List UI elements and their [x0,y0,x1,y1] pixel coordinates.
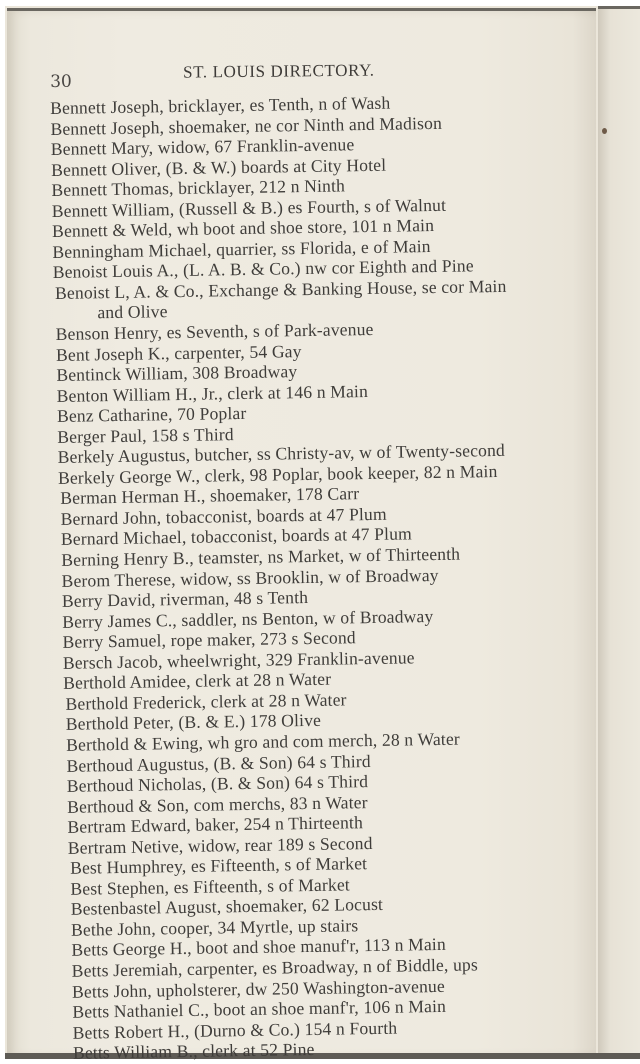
directory-entry: Bennett Oliver, (B. & W.) boards at City Hotel [50,154,387,180]
page-header [50,60,450,92]
directory-entry: Berthold Amidee, clerk at 28 n Water [63,668,332,694]
directory-entry: Berkely George W., clerk, 98 Poplar, book keeper, 82 n Main [57,460,498,488]
adjacent-page-edge [598,6,640,1056]
directory-entry: Betts Jeremiah, carpenter, es Broadway, n of Biddle, ups [71,954,479,981]
directory-entry: Bennett & Weld, wh boot and shoe store, 101 n Main [51,215,435,242]
directory-entry: Benson Henry, es Seventh, s of Park-avenue [55,318,374,344]
directory-entry: Betts William B., clerk at 52 Pine [72,1039,315,1063]
directory-entry: Berry David, riverman, 48 s Tenth [61,587,309,611]
directory-entry: Bentinck William, 308 Broadway [56,361,298,386]
directory-entry: Benoist Louis A., (L. A. B. & Co.) nw cor Eighth and Pine [52,255,474,283]
directory-entry: Berthold Frederick, clerk at 28 n Water [65,689,347,714]
directory-entry: Bennett William, (Russell & B.) es Fourth, s of Walnut [51,194,447,221]
running-title: ST. LOUIS DIRECTORY. [182,60,375,82]
directory-entry: Berry Samuel, rope maker, 273 s Second [62,627,356,653]
directory-entry: Benoist L, A. & Co., Exchange & Banking House, se cor Main [54,275,507,303]
directory-entry: Betts Robert H., (Durno & Co.) 154 n Fourth [72,1017,398,1043]
directory-entry: Benz Catharine, 70 Poplar [56,403,247,427]
directory-entry: Bersch Jacob, wheelwright, 329 Franklin-avenue [62,647,415,673]
directory-entry: Bennett Joseph, bricklayer, es Tenth, n of Wash [50,92,391,118]
page-number: 30 [50,71,72,92]
directory-entry: Bertram Netive, widow, rear 189 s Second [67,832,373,858]
directory-entry: Berger Paul, 158 s Third [57,423,234,447]
directory-entry: Berry James C., saddler, ns Benton, w of Broadway [62,605,434,632]
paper-stain [602,128,607,134]
directory-entry: Benningham Michael, quarrier, ss Florida, e of Main [52,235,431,262]
directory-entry: Bethe John, cooper, 34 Myrtle, up stairs [70,915,359,940]
directory-entry: Berman Herman H., shoemaker, 178 Carr [60,483,360,509]
directory-entry: Bennett Joseph, shoemaker, ne cor Ninth and Madison [50,112,443,139]
directory-entry: Bent Joseph K., carpenter, 54 Gay [55,340,302,365]
directory-entry: Berthoud Augustus, (B. & Son) 64 s Third [66,750,371,776]
directory-entry: Benton William H., Jr., clerk at 146 n Main [56,380,369,406]
directory-entry: Best Stephen, es Fifteenth, s of Market [70,874,351,899]
directory-entry: Betts George H., boot and shoe manuf'r, 113 n Main [71,934,446,961]
directory-entry-continuation: and Olive [97,301,168,323]
directory-entry: Bernard Michael, tobacconist, boards at 47 Plum [60,523,413,550]
directory-entries [50,90,595,1064]
directory-entry: Bennett Thomas, bricklayer, 212 n Ninth [51,175,346,201]
directory-entry: Bertram Edward, baker, 254 n Thirteenth [67,812,364,837]
directory-entry: Best Humphrey, es Fifteenth, s of Market [69,853,368,879]
directory-entry: Berning Henry B., teamster, ns Market, w of Thirteenth [61,543,461,570]
directory-entry: Berthold Peter, (B. & E.) 178 Olive [65,710,322,735]
directory-entry: Berthold & Ewing, wh gro and com merch, 28 n Water [66,728,460,755]
directory-entry: Berom Therese, widow, ss Brooklin, w of Broadway [61,564,439,591]
directory-entry: Bernard John, tobacconist, boards at 47 Plum [60,503,387,529]
directory-entry: Berthoud & Son, com merchs, 83 n Water [66,791,368,817]
directory-entry: Bestenbastel August, shoemaker, 62 Locust [70,894,384,920]
directory-entry: Betts John, upholsterer, dw 250 Washington-avenue [71,975,446,1002]
directory-entry: Bennett Mary, widow, 67 Franklin-avenue [50,134,355,160]
directory-entry: Betts Nathaniel C., boot an shoe manf'r, 106 n Main [72,995,447,1022]
directory-entry: Berthoud Nicholas, (B. & Son) 64 s Third [66,771,369,796]
directory-entry: Berkely Augustus, butcher, ss Christy-av, w of Twenty-second [57,440,506,468]
